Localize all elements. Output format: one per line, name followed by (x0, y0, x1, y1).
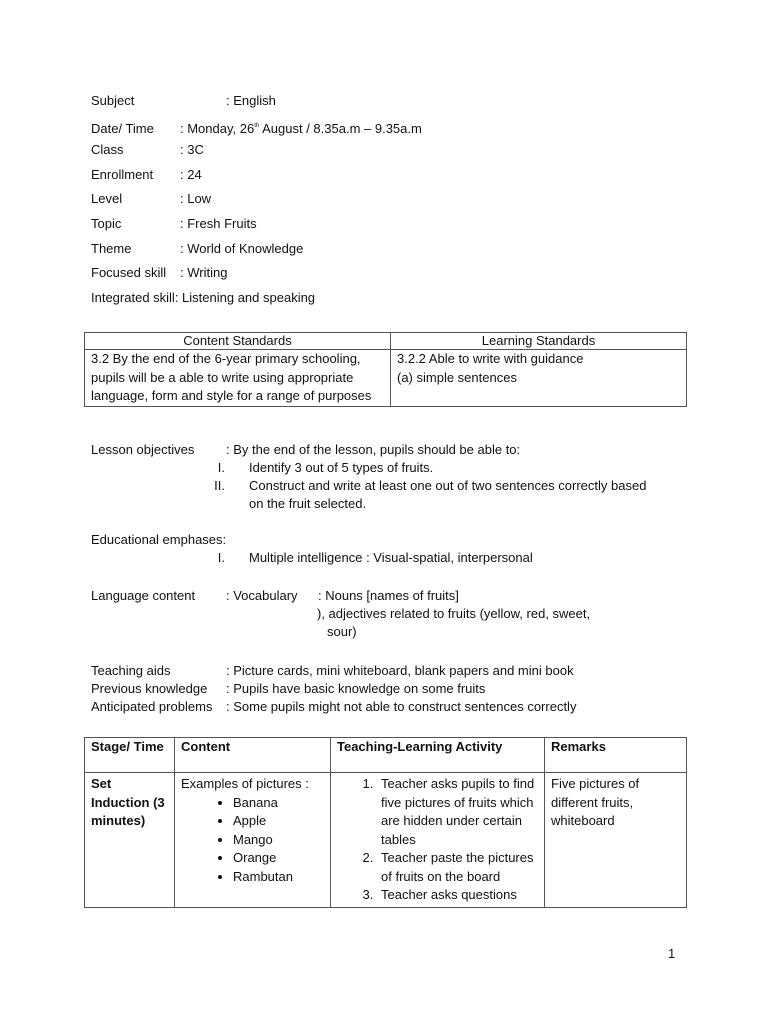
theme-value: : World of Knowledge (180, 240, 304, 256)
list-item: 1. Teacher asks pupils to find five pictures of fruits which are hidden under certain tables (377, 775, 538, 849)
remarks-cell: Five pictures of different fruits, whiteboard (545, 773, 687, 908)
topic-row (91, 215, 422, 240)
level-value: : Low (180, 191, 212, 207)
educational-emphases (91, 531, 533, 567)
integrated-skill-row (91, 289, 422, 314)
anticipated-problems-value: : Some pupils might not able to construct sentences correctly (226, 699, 577, 714)
lesson-objectives-intro: : By the end of the lesson, pupils should be able to: (226, 442, 521, 457)
stage-cell: Set Induction (3 minutes) (85, 773, 175, 908)
date-label: Date/ Time (91, 120, 154, 136)
content-intro: Examples of pictures : (181, 776, 309, 791)
list-item: • Banana (233, 794, 324, 813)
subject-label: Subject (91, 93, 135, 108)
activity-steps (337, 775, 538, 905)
language-content-line3: sour) (327, 624, 357, 639)
language-content-label: Language content (91, 588, 196, 603)
lesson-objectives-label: Lesson objectives (91, 442, 195, 457)
list-item: • Mango (233, 831, 324, 850)
date-row (91, 117, 422, 142)
teaching-aids-value: : Picture cards, mini whiteboard, blank papers and mini book (226, 663, 574, 678)
activity-header: Teaching-Learning Activity (331, 738, 545, 773)
emphasis-num-1: I. (217, 550, 225, 565)
class-row (91, 141, 422, 166)
emphasis-text-1: Multiple intelligence : Visual-spatial, interpersonal (249, 550, 533, 565)
language-content-sub: : Vocabulary (226, 588, 298, 603)
date-value-post: August / 8.35a.m – 9.35a.m (259, 120, 422, 136)
lesson-table-header-row (85, 738, 687, 773)
fruit-list (181, 794, 324, 887)
lesson-header-fields (91, 92, 422, 313)
educational-emphases-label: Educational emphases: (91, 532, 227, 547)
topic-value: : Fresh Fruits (180, 215, 257, 231)
subject-value: : English (226, 93, 276, 108)
table-row (85, 773, 687, 908)
integrated-skill-value: : Listening and speaking (174, 289, 316, 305)
objective-item-2 (91, 477, 646, 495)
standards-table (84, 332, 687, 407)
teaching-aids-label: Teaching aids (91, 663, 171, 678)
aids-section (91, 662, 576, 716)
objective-text-2: Construct and write at least one out of two sentences correctly based (249, 478, 647, 493)
standards-header-row (85, 333, 687, 350)
learning-standards-line2: (a) simple sentences (397, 369, 517, 385)
focused-skill-row (91, 264, 422, 289)
standards-body-row (85, 350, 687, 407)
class-value: : 3C (180, 142, 204, 158)
date-value-pre: : Monday, 26 (180, 120, 255, 136)
enrollment-value: : 24 (180, 166, 202, 182)
lesson-objectives (91, 441, 646, 513)
list-item: • Orange (233, 849, 324, 868)
enrollment-row (91, 166, 422, 191)
topic-label: Topic (91, 215, 122, 231)
list-item: • Apple (233, 812, 324, 831)
content-header: Content (175, 738, 331, 773)
page-number: 1 (668, 946, 676, 961)
class-label: Class (91, 142, 124, 158)
lesson-plan-table (84, 737, 687, 908)
theme-label: Theme (91, 240, 132, 256)
objective-item-1 (91, 459, 646, 477)
learning-standards-line1: 3.2.2 Able to write with guidance (397, 351, 584, 366)
list-item: 2. Teacher paste the pictures of fruits on the board (377, 849, 538, 886)
enrollment-label: Enrollment (91, 166, 154, 182)
content-standards-text: 3.2 By the end of the 6-year primary schooling, pupils will be a able to write using appropriate language, form and style for a range of purposes (85, 350, 391, 407)
list-item: 3. Teacher asks questions (377, 886, 538, 905)
theme-row (91, 240, 422, 265)
objective-text-2-cont: on the fruit selected. (249, 496, 367, 511)
focused-skill-label: Focused skill (91, 265, 167, 281)
objective-num-1: I. (217, 460, 225, 475)
stage-time-header: Stage/ Time (85, 738, 175, 773)
content-cell (175, 773, 331, 908)
list-item: • Rambutan (233, 868, 324, 887)
anticipated-problems-label: Anticipated problems (91, 699, 213, 714)
emphasis-item-1 (91, 549, 533, 567)
activity-cell (331, 773, 545, 908)
focused-skill-value: : Writing (180, 265, 228, 281)
objective-num-2: II. (214, 478, 225, 493)
remarks-header: Remarks (545, 738, 687, 773)
objective-text-1: Identify 3 out of 5 types of fruits. (249, 460, 434, 475)
integrated-skill-label: Integrated skill (91, 289, 175, 305)
language-content-line2: ), adjectives related to fruits (yellow, red, sweet, (317, 606, 591, 621)
learning-standards-cell (391, 350, 687, 407)
content-standards-header: Content Standards (85, 333, 391, 350)
previous-knowledge-label: Previous knowledge (91, 681, 208, 696)
level-label: Level (91, 191, 123, 207)
subject-row (91, 92, 422, 117)
language-content-line1: : Nouns [names of fruits] (318, 588, 459, 603)
learning-standards-header: Learning Standards (391, 333, 687, 350)
level-row (91, 190, 422, 215)
previous-knowledge-value: : Pupils have basic knowledge on some fruits (226, 681, 486, 696)
date-sup: th (254, 122, 260, 129)
language-content (91, 587, 590, 641)
